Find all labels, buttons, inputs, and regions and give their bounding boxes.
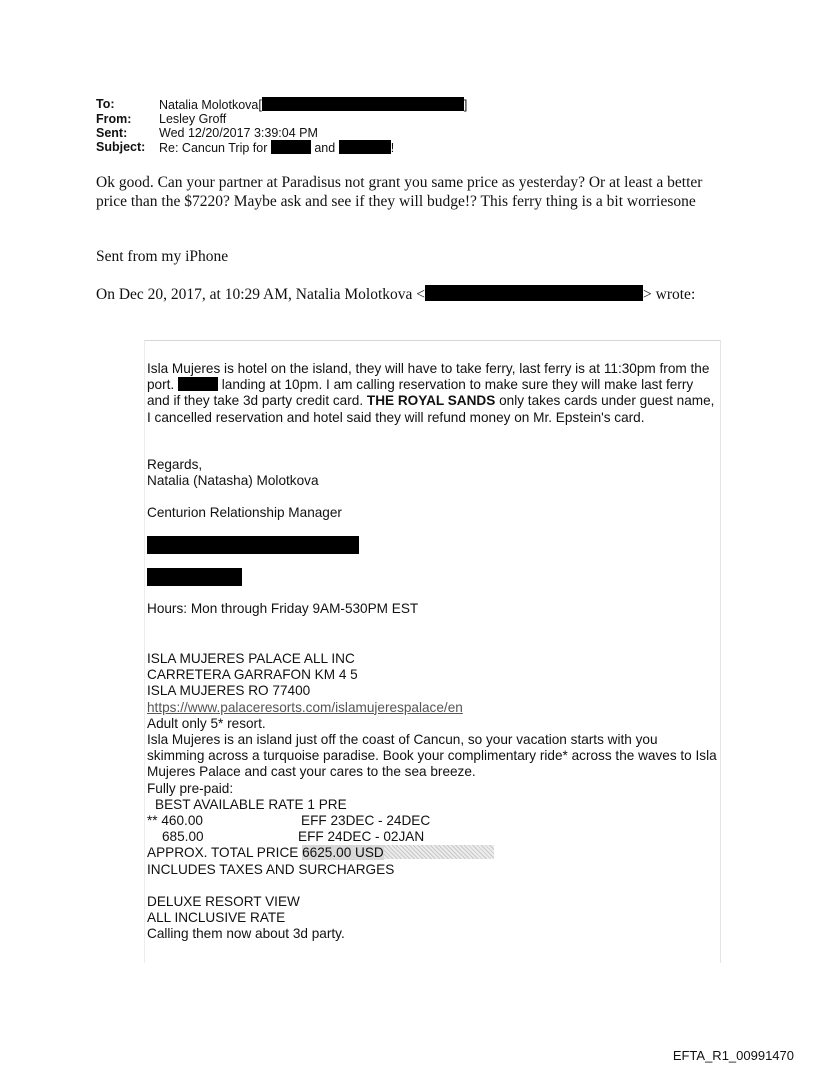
hotel-link[interactable]: https://www.palaceresorts.com/islamujerespalace/en	[147, 699, 463, 715]
from-value: Lesley Groff	[159, 112, 227, 126]
quoted-paragraph	[147, 361, 717, 426]
quote-intro-start: On Dec 20, 2017, at 10:29 AM, Natalia Molotkova <	[96, 286, 426, 303]
subject-value	[159, 140, 394, 155]
quote-intro	[96, 285, 776, 305]
prepaid-note: Fully pre-paid:	[147, 780, 234, 796]
rate-row-1	[147, 813, 717, 829]
redaction-block	[425, 285, 643, 301]
signature-block	[147, 457, 717, 489]
room-type: DELUXE RESORT VIEW	[147, 893, 300, 909]
redaction-block	[147, 568, 242, 586]
sent-label: Sent:	[96, 126, 128, 140]
hotel-name: ISLA MUJERES PALACE ALL INC	[147, 651, 355, 666]
quoted-text-part: only takes cards under guest name, I cancelled reservation and hotel said they will refund money on Mr. Epstein's card.	[147, 393, 715, 425]
redaction-block	[178, 377, 218, 391]
hours: Hours: Mon through Friday 9AM-530PM EST	[147, 601, 419, 616]
redaction-block	[339, 140, 391, 154]
rate-1-eff: EFF 23DEC - 24DEC	[301, 813, 431, 829]
to-name: Natalia Molotkova[	[159, 98, 262, 112]
subject-label: Subject:	[96, 140, 146, 154]
redaction-block	[147, 536, 359, 554]
total-price-row	[147, 845, 717, 861]
from-row	[96, 112, 467, 126]
calling-note: Calling them now about 3d party.	[147, 926, 345, 942]
document-id: EFTA_R1_00991470	[672, 1048, 794, 1063]
from-label: From:	[96, 112, 132, 126]
spacer	[147, 878, 717, 894]
rate-1-amount: ** 460.00	[147, 813, 203, 829]
quoted-text-part: Isla Mujeres is hotel on the island, they will have to take ferry, last ferry is at 11:30pm from the port.	[147, 361, 710, 393]
sent-row	[96, 126, 467, 140]
address-line-1: CARRETERA GARRAFON KM 4 5	[147, 667, 358, 683]
sender-name: Natalia (Natasha) Molotkova	[147, 473, 319, 489]
highlight-hatch	[384, 845, 494, 859]
total-label: APPROX. TOTAL PRICE	[147, 845, 299, 861]
total-value: 6625.00 USD	[302, 845, 384, 861]
message-signature: Sent from my iPhone	[96, 248, 229, 265]
quoted-text-part: landing at 10pm. I am calling reservation to make sure they will make last ferry and if they take 3d party credit card.	[147, 377, 694, 409]
message-paragraph: Ok good. Can your partner at Paradisus not grant you same price as yesterday? Or at least a better price than the $7220? Maybe ask and see if they will budge!? This ferry thing is a bit worriesone	[96, 174, 703, 210]
rate-row-2	[147, 829, 717, 845]
best-rate: BEST AVAILABLE RATE 1 PRE	[155, 796, 347, 812]
to-row	[96, 97, 467, 112]
rate-type: ALL INCLUSIVE RATE	[147, 910, 286, 926]
subject-end: !	[390, 141, 395, 155]
quote-intro-end: > wrote:	[643, 286, 696, 303]
hotel-details	[147, 651, 717, 942]
subject-prefix: Re: Cancun Trip for	[159, 141, 268, 155]
address-line-2: ISLA MUJERES RO 77400	[147, 683, 311, 699]
redaction-block	[271, 140, 311, 154]
to-close: ]	[463, 98, 468, 112]
redaction-block	[262, 97, 464, 111]
subject-and: and	[314, 141, 336, 155]
regards: Regards,	[147, 457, 203, 472]
hotel-description: Isla Mujeres is an island just off the coast of Cancun, so your vacation starts with you skimming across a turquoise paradise. Book your complimentary ride* across the waves to Isla Mujeres Palace and cast your cares to the sea breeze.	[147, 732, 717, 780]
adult-only-note: Adult only 5* resort.	[147, 715, 266, 731]
to-label: To:	[96, 97, 115, 111]
rate-2-eff: EFF 24DEC - 02JAN	[298, 829, 425, 845]
taxes-note: INCLUDES TAXES AND SURCHARGES	[147, 861, 395, 877]
to-value	[159, 97, 467, 112]
sender-title: Centurion Relationship Manager	[147, 505, 342, 520]
sent-value: Wed 12/20/2017 3:39:04 PM	[159, 126, 318, 140]
hotel-name-bold: THE ROYAL SANDS	[366, 393, 496, 409]
email-header	[96, 97, 467, 155]
rate-2-amount: 685.00	[162, 829, 204, 845]
subject-row	[96, 140, 467, 155]
